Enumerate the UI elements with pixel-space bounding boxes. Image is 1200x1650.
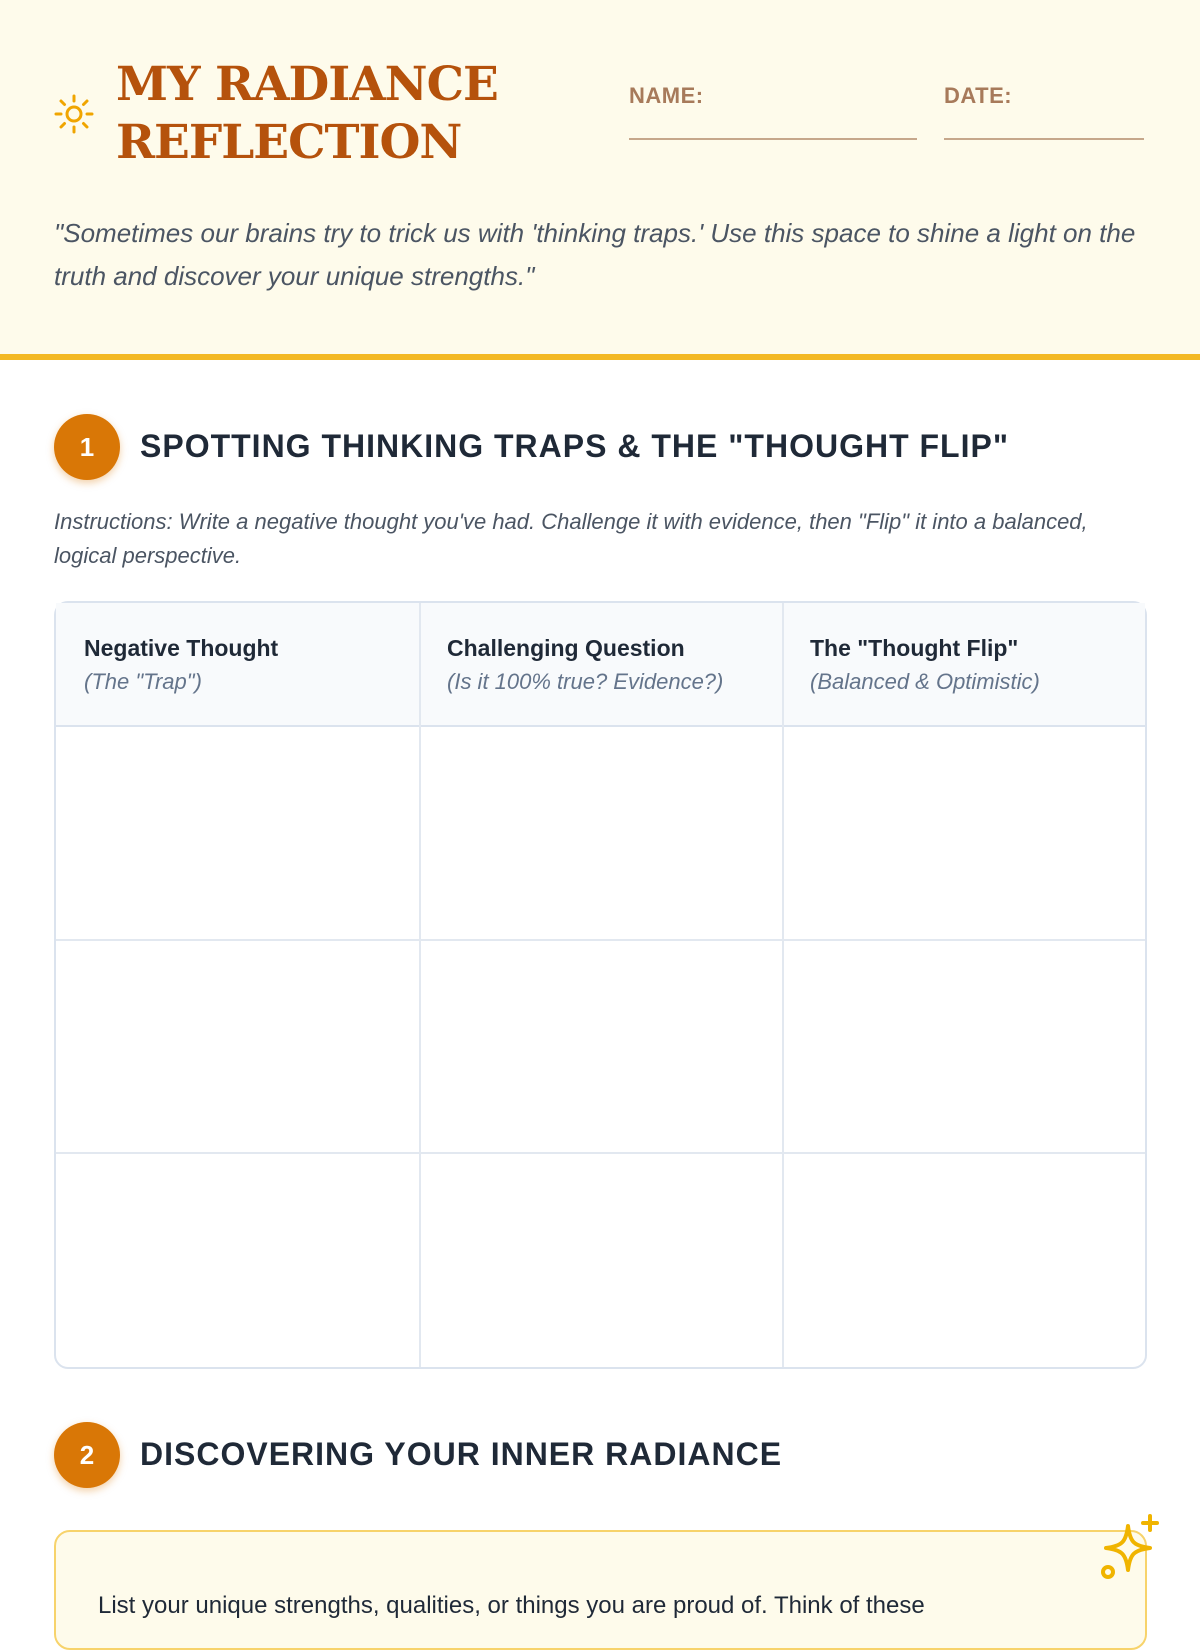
table-cell-r2-negative-thought[interactable]: [56, 941, 419, 1152]
column-header-negative-thought: [84, 631, 278, 699]
table-cell-r3-negative-thought[interactable]: [56, 1154, 419, 1367]
column-subtitle: (The "Trap"): [84, 669, 202, 694]
table-cell-r1-negative-thought[interactable]: [56, 727, 419, 939]
section-1-instructions: Instructions: Write a negative thought you've had. Challenge it with evidence, then "Flip" it into a balanced, logical perspective.: [54, 509, 1088, 568]
section-2-number-badge: 2: [54, 1422, 120, 1488]
intro-quote: "Sometimes our brains try to trick us with 'thinking traps.' Use this space to shine a light on the truth and discover your unique strengths.": [54, 218, 1136, 291]
page-title: [116, 56, 576, 172]
table-cell-r1-challenging-question[interactable]: [421, 727, 782, 939]
section-1-number-badge: 1: [54, 414, 120, 480]
name-label: NAME:: [629, 83, 704, 108]
name-field[interactable]: [629, 138, 917, 140]
table-cell-r3-thought-flip[interactable]: [784, 1154, 1145, 1367]
sparkle-icon: [1098, 1512, 1164, 1582]
table-cell-r2-challenging-question[interactable]: [421, 941, 782, 1152]
date-label: DATE:: [944, 83, 1013, 108]
table-cell-r1-thought-flip[interactable]: [784, 727, 1145, 939]
page-title-line-1: MY RADIANCE: [116, 57, 498, 112]
section-1-title: SPOTTING THINKING TRAPS & THE "THOUGHT FLIP": [140, 428, 1009, 464]
column-subtitle: (Balanced & Optimistic): [810, 669, 1040, 694]
column-title: Negative Thought: [84, 635, 279, 661]
table-cell-r2-thought-flip[interactable]: [784, 941, 1145, 1152]
table-cell-r3-challenging-question[interactable]: [421, 1154, 782, 1367]
date-field[interactable]: [944, 138, 1144, 140]
worksheet-header: [0, 0, 1200, 360]
column-subtitle: (Is it 100% true? Evidence?): [447, 669, 724, 694]
column-title: Challenging Question: [447, 635, 685, 661]
page-title-line-2: REFLECTION: [116, 115, 462, 170]
strengths-prompt: List your unique strengths, qualities, or things you are proud of. Think of these: [98, 1592, 925, 1619]
strengths-box[interactable]: [54, 1530, 1147, 1650]
column-header-thought-flip: [810, 631, 1040, 699]
section-2-title: DISCOVERING YOUR INNER RADIANCE: [140, 1436, 783, 1472]
column-title: The "Thought Flip": [810, 635, 1019, 661]
sun-icon: [54, 94, 94, 134]
thought-flip-table: [54, 601, 1147, 1369]
column-header-challenging-question: [447, 631, 723, 699]
